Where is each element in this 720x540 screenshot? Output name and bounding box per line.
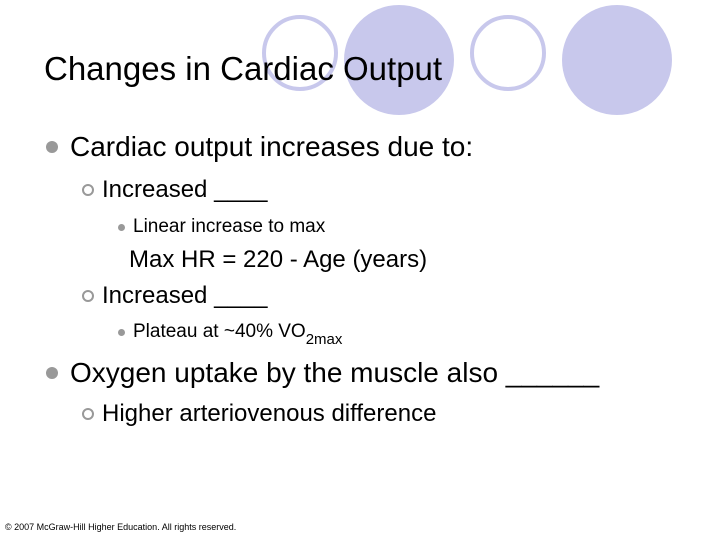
bullet-dot-icon xyxy=(46,367,58,379)
bullet-dot-icon xyxy=(118,329,125,336)
bullet-dot-icon xyxy=(118,224,125,231)
decor-circle-4 xyxy=(562,5,672,115)
bullet-ring-icon xyxy=(82,184,94,196)
bullet-ring-icon xyxy=(82,408,94,420)
bullet-2-1-text: Higher arteriovenous difference xyxy=(102,400,437,427)
bullet-dot-icon xyxy=(46,141,58,153)
bullet-1-1-1-text: Linear increase to max xyxy=(133,216,326,237)
slide-title: Changes in Cardiac Output xyxy=(44,50,443,87)
bullet-ring-icon xyxy=(82,290,94,302)
bullet-1-1 xyxy=(82,176,267,204)
vo2max-subscript: 2max xyxy=(305,331,343,348)
bullet-2 xyxy=(46,357,599,389)
decor-circle-3 xyxy=(472,17,544,89)
bullet-1-2-1-text xyxy=(133,321,343,348)
bullet-1-text: Cardiac output increases due to: xyxy=(70,131,474,162)
bullet-1-2-text: Increased ____ xyxy=(102,282,268,309)
bullet-2-text: Oxygen uptake by the muscle also ______ xyxy=(70,357,600,388)
bullet-1-1-1 xyxy=(118,216,325,238)
bullet-1-1-note xyxy=(129,246,427,274)
max-hr-formula: Max HR = 220 - Age (years) xyxy=(129,246,428,273)
bullet-1 xyxy=(46,131,473,163)
plateau-text: Plateau at ~40% VO xyxy=(133,321,306,342)
bullet-1-2-1 xyxy=(118,321,343,348)
copyright-footer: © 2007 McGraw-Hill Higher Education. All rights reserved. xyxy=(5,522,237,532)
bullet-1-2 xyxy=(82,282,267,310)
bullet-1-1-text: Increased ____ xyxy=(102,176,268,203)
bullet-2-1 xyxy=(82,400,436,428)
